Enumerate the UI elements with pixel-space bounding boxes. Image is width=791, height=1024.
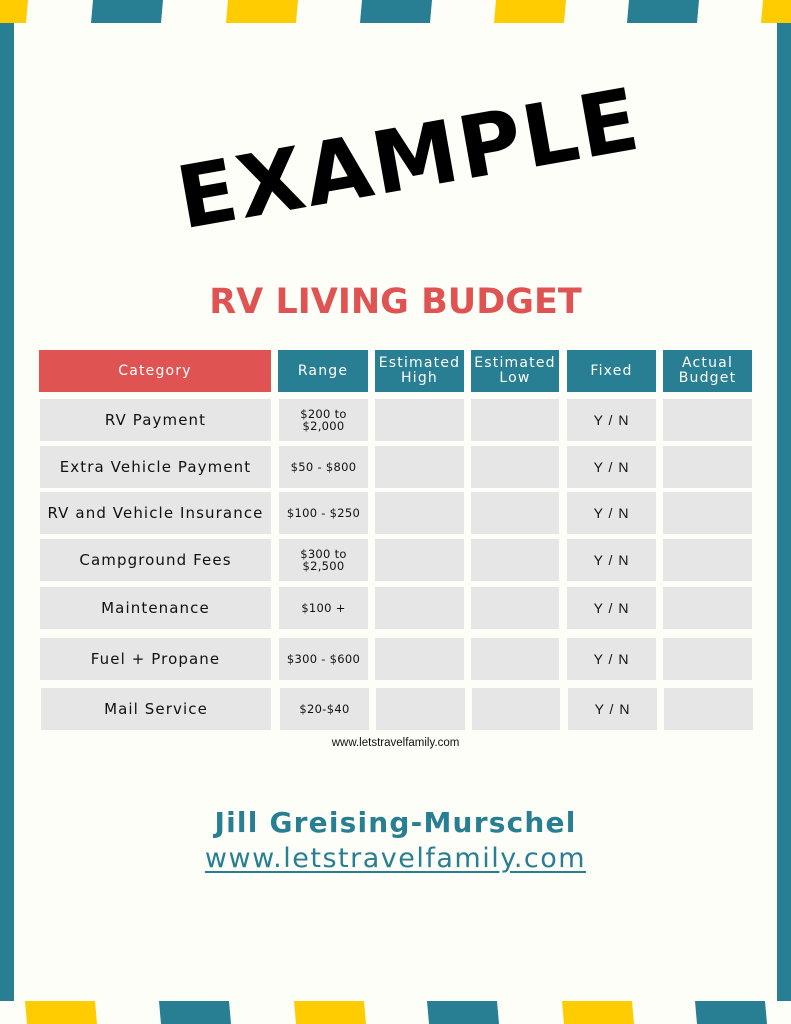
- bottom-stripe-yellow: [294, 1001, 366, 1024]
- row-actual-budget[interactable]: [663, 446, 752, 488]
- row-estimated-high[interactable]: [376, 688, 465, 730]
- header-actual-budget-line1: Actual: [681, 355, 734, 372]
- header-estimated-high: [375, 350, 464, 392]
- row-fixed[interactable]: Y / N: [567, 587, 656, 629]
- row-actual-budget[interactable]: [663, 638, 752, 680]
- bottom-stripe-teal: [159, 1001, 231, 1024]
- website-link[interactable]: www.letstravelfamily.com: [204, 843, 587, 874]
- row-range: [279, 539, 368, 581]
- top-stripe-yellow: [226, 0, 298, 23]
- row-range: [279, 492, 368, 534]
- row-range-line1: $50 - $800: [290, 459, 357, 474]
- header-actual-budget: [663, 350, 752, 392]
- header-range: [278, 350, 368, 392]
- top-stripe-teal: [627, 0, 699, 23]
- row-fixed[interactable]: Y / N: [568, 688, 657, 730]
- example-watermark: EXAMPLE: [169, 69, 648, 250]
- top-stripe-teal: [360, 0, 432, 23]
- row-estimated-high[interactable]: [375, 587, 464, 629]
- header-estimated-low: [471, 350, 559, 392]
- header-category: [39, 350, 271, 392]
- row-range-line1: $300 - $600: [286, 651, 361, 666]
- row-fixed[interactable]: Y / N: [567, 446, 656, 488]
- header-estimated-low-line2: Low: [499, 370, 531, 386]
- row-estimated-low[interactable]: [472, 688, 560, 730]
- header-estimated-high-line2: High: [401, 370, 438, 386]
- row-actual-budget[interactable]: [663, 492, 752, 534]
- row-actual-budget[interactable]: [663, 587, 752, 629]
- row-fixed[interactable]: Y / N: [567, 399, 656, 441]
- top-stripe-yellow: [0, 0, 28, 23]
- row-category: RV Payment: [40, 399, 271, 441]
- row-range: [279, 399, 368, 441]
- header-fixed: [567, 350, 656, 392]
- row-estimated-high[interactable]: [375, 539, 464, 581]
- bottom-stripe-yellow: [25, 1001, 97, 1024]
- row-actual-budget[interactable]: [663, 539, 752, 581]
- row-category: Maintenance: [40, 587, 271, 629]
- row-range-line1: $20-$40: [299, 701, 350, 716]
- top-stripe-yellow: [761, 0, 791, 23]
- row-estimated-high[interactable]: [375, 446, 464, 488]
- row-fixed[interactable]: Y / N: [567, 539, 656, 581]
- row-range-line1: $300 to: [300, 546, 347, 561]
- row-range-line2: $2,000: [302, 419, 345, 433]
- row-estimated-low[interactable]: [471, 587, 559, 629]
- row-estimated-high[interactable]: [375, 492, 464, 534]
- row-estimated-low[interactable]: [471, 399, 559, 441]
- header-estimated-low-line1: Estimated: [474, 355, 556, 372]
- row-category: Campground Fees: [40, 539, 271, 581]
- row-category: RV and Vehicle Insurance: [40, 492, 271, 534]
- row-estimated-high[interactable]: [375, 638, 464, 680]
- header-range-label: Range: [297, 362, 349, 379]
- table-footer-url: www.letstravelfamily.com: [331, 737, 460, 749]
- row-actual-budget[interactable]: [664, 688, 753, 730]
- row-estimated-low[interactable]: [471, 638, 559, 680]
- row-range-line2: $2,500: [302, 559, 345, 573]
- row-range: [279, 587, 368, 629]
- row-range-line1: $100 +: [301, 600, 346, 615]
- row-estimated-low[interactable]: [471, 492, 559, 534]
- row-fixed[interactable]: Y / N: [567, 638, 656, 680]
- row-category: Mail Service: [41, 688, 271, 730]
- page-title: RV LIVING BUDGET: [209, 282, 582, 322]
- row-range: [280, 688, 369, 730]
- bottom-stripe-yellow: [562, 1001, 634, 1024]
- row-estimated-high[interactable]: [375, 399, 464, 441]
- header-actual-budget-line2: Budget: [678, 370, 737, 386]
- row-fixed[interactable]: Y / N: [567, 492, 656, 534]
- row-range-line1: $100 - $250: [286, 505, 361, 520]
- header-fixed-label: Fixed: [590, 362, 633, 379]
- row-actual-budget[interactable]: [663, 399, 752, 441]
- author-name: Jill Greising-Murschel: [214, 806, 577, 839]
- row-estimated-low[interactable]: [471, 446, 559, 488]
- header-category-label: Category: [118, 362, 192, 379]
- row-range-line1: $200 to: [300, 406, 347, 421]
- header-estimated-high-line1: Estimated: [378, 355, 461, 372]
- row-range: [279, 446, 368, 488]
- row-range: [279, 638, 368, 680]
- bottom-stripe-teal: [695, 1001, 767, 1024]
- top-stripe-teal: [91, 0, 163, 23]
- top-stripe-yellow: [494, 0, 566, 23]
- row-category: Extra Vehicle Payment: [40, 446, 271, 488]
- row-category: Fuel + Propane: [40, 638, 271, 680]
- bottom-stripe-teal: [427, 1001, 499, 1024]
- row-estimated-low[interactable]: [471, 539, 559, 581]
